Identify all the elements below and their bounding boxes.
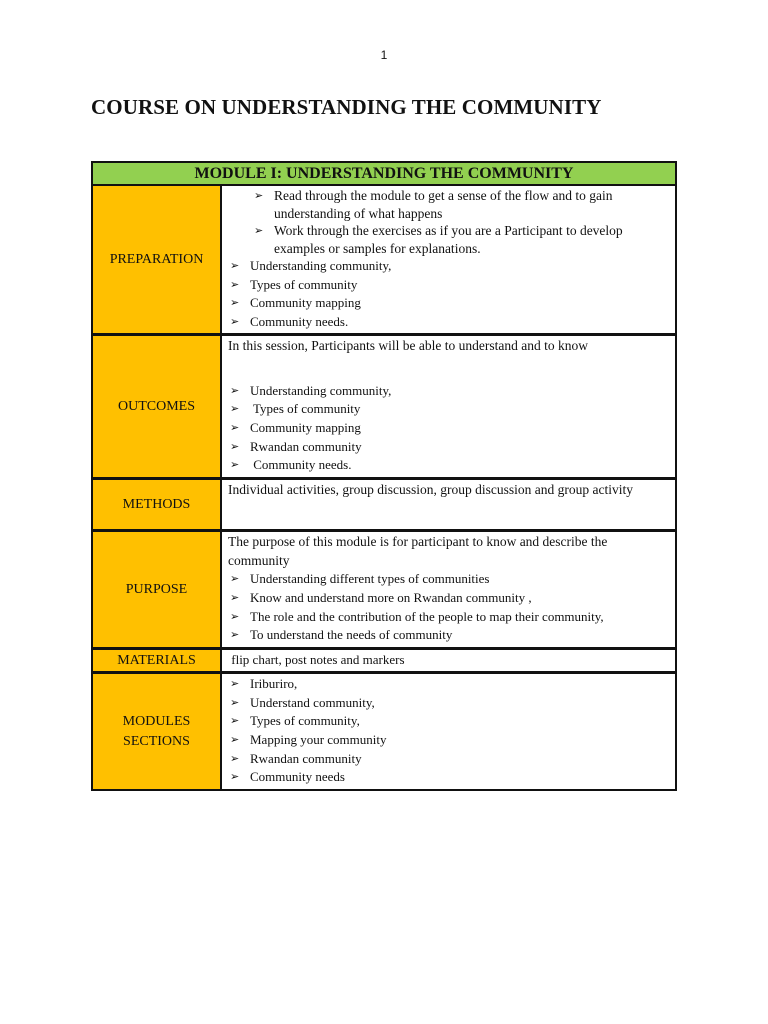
list-item: ➢ Understand community, (228, 694, 669, 713)
methods-row (92, 479, 676, 531)
methods-content (221, 479, 676, 531)
module-heading: MODULE I: UNDERSTANDING THE COMMUNITY (92, 162, 676, 185)
preparation-topics (228, 257, 669, 331)
list-item: ➢ Types of community (228, 400, 669, 419)
outcomes-list (228, 382, 669, 475)
purpose-list (228, 570, 669, 644)
preparation-instructions (228, 187, 669, 257)
list-item: ➢ To understand the needs of community (228, 626, 669, 645)
list-item: ➢ Understanding community, (228, 382, 669, 401)
list-item: ➢ Types of community (228, 276, 669, 295)
preparation-row (92, 185, 676, 335)
methods-label: METHODS (92, 479, 221, 531)
materials-content (221, 648, 676, 673)
list-item: ➢ Community mapping (228, 419, 669, 438)
methods-text: Individual activities, group discussion, group discussion and group activity (228, 482, 633, 498)
list-item: ➢ Rwandan community (228, 750, 669, 769)
list-item: ➢ Mapping your community (228, 731, 669, 750)
outcomes-row (92, 335, 676, 479)
purpose-content (221, 531, 676, 648)
list-item: ➢ Community mapping (228, 294, 669, 313)
sections-label-line2: SECTIONS (123, 733, 190, 749)
sections-label-line1: MODULES (122, 713, 191, 729)
list-item: ➢ Types of community, (228, 712, 669, 731)
materials-text: flip chart, post notes and markers (228, 651, 405, 667)
list-item: ➢ The role and the contribution of the people to map their community, (228, 608, 669, 627)
purpose-label: PURPOSE (92, 531, 221, 648)
sections-row (92, 673, 676, 790)
page-number: 1 (380, 48, 388, 62)
module-table (91, 161, 677, 791)
document-title: COURSE ON UNDERSTANDING THE COMMUNITY (91, 95, 602, 119)
list-item: ➢ Rwandan community (228, 438, 669, 457)
materials-row (92, 648, 676, 673)
outcomes-intro: In this session, Participants will be able to understand and to know (228, 338, 588, 354)
module-heading-row (92, 162, 676, 185)
preparation-content (221, 185, 676, 335)
list-item: ➢ Community needs. (228, 456, 669, 475)
sections-list (228, 675, 669, 787)
sections-label (92, 673, 221, 790)
materials-label: MATERIALS (92, 648, 221, 673)
sections-content (221, 673, 676, 790)
list-item: ➢ Understanding different types of communities (228, 570, 669, 589)
purpose-row (92, 531, 676, 648)
list-item: ➢ Understanding community, (228, 257, 669, 276)
list-item: ➢ Community needs. (228, 313, 669, 332)
list-item: ➢ Work through the exercises as if you are a Participant to develop examples or samples for explanations. (228, 222, 669, 257)
list-item: ➢ Know and understand more on Rwandan community , (228, 589, 669, 608)
outcomes-content (221, 335, 676, 479)
list-item: ➢ Iriburiro, (228, 675, 669, 694)
list-item: ➢ Community needs (228, 768, 669, 787)
preparation-label: PREPARATION (92, 185, 221, 335)
purpose-intro: The purpose of this module is for participant to know and describe the community (228, 534, 608, 568)
outcomes-label: OUTCOMES (92, 335, 221, 479)
list-item: ➢ Read through the module to get a sense of the flow and to gain understanding of what happens (228, 187, 669, 222)
